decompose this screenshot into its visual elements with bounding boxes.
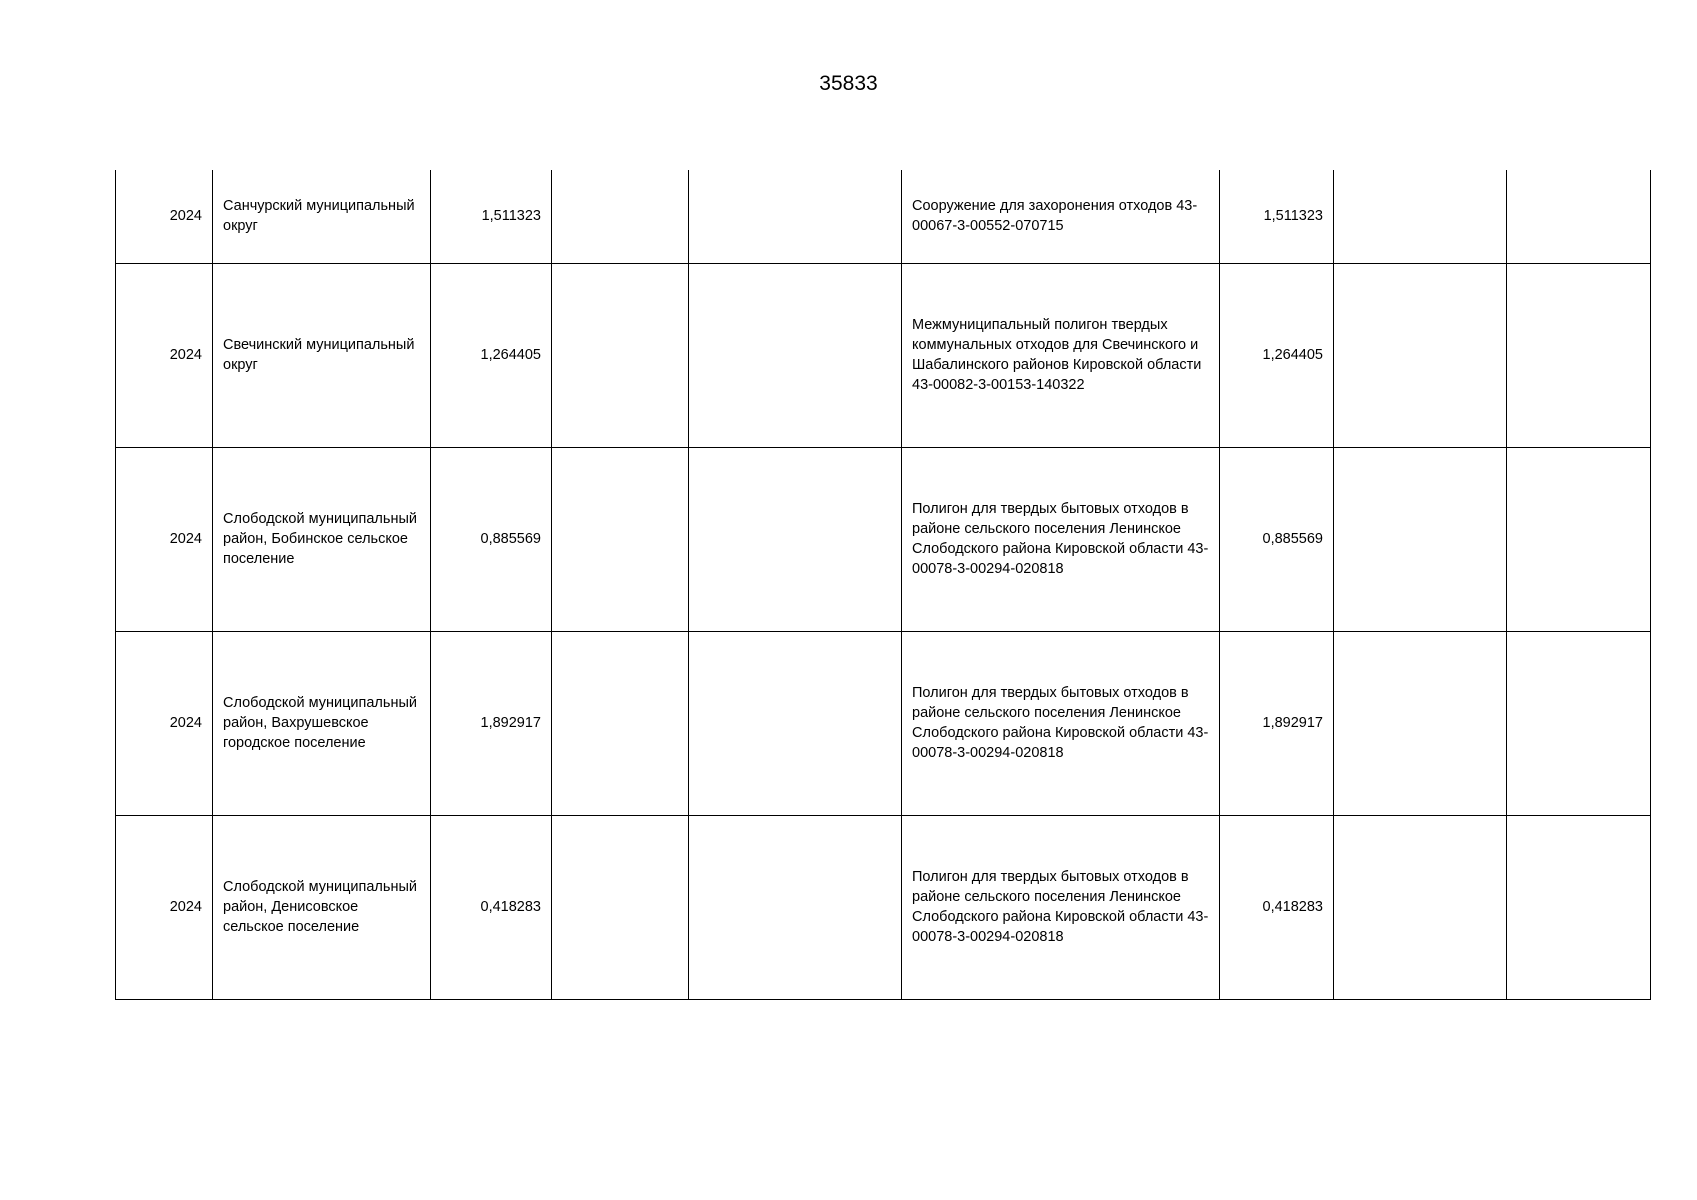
municipality-cell: Санчурский муниципальный округ — [213, 170, 431, 263]
facility-mass-cell: 0,885569 — [1220, 447, 1334, 631]
facility-cell: Полигон для твердых бытовых отходов в районе сельского поселения Ленинское Слободского района Кировской области 43-00078-3-00294-020818 — [902, 815, 1220, 999]
facility-cell: Полигон для твердых бытовых отходов в районе сельского поселения Ленинское Слободского района Кировской области 43-00078-3-00294-020818 — [902, 631, 1220, 815]
empty-cell — [1507, 631, 1651, 815]
mass-cell: 0,418283 — [431, 815, 552, 999]
empty-cell — [552, 447, 689, 631]
facility-mass-cell: 1,892917 — [1220, 631, 1334, 815]
table-row — [116, 170, 1651, 263]
year-cell: 2024 — [116, 263, 213, 447]
empty-cell — [689, 815, 902, 999]
year-cell: 2024 — [116, 447, 213, 631]
empty-cell — [552, 263, 689, 447]
year-cell: 2024 — [116, 815, 213, 999]
empty-cell — [1334, 170, 1507, 263]
empty-cell — [552, 170, 689, 263]
table-row — [116, 631, 1651, 815]
empty-cell — [552, 631, 689, 815]
empty-cell — [1507, 447, 1651, 631]
empty-cell — [1507, 815, 1651, 999]
empty-cell — [1334, 815, 1507, 999]
empty-cell — [1507, 263, 1651, 447]
municipality-cell: Свечинский муниципальный округ — [213, 263, 431, 447]
facility-mass-cell: 0,418283 — [1220, 815, 1334, 999]
year-cell: 2024 — [116, 631, 213, 815]
empty-cell — [689, 447, 902, 631]
empty-cell — [1334, 263, 1507, 447]
mass-cell: 1,264405 — [431, 263, 552, 447]
mass-cell: 0,885569 — [431, 447, 552, 631]
empty-cell — [689, 631, 902, 815]
municipality-cell: Слободской муниципальный район, Денисовское сельское поселение — [213, 815, 431, 999]
page-number: 35833 — [819, 72, 878, 95]
table-row — [116, 815, 1651, 999]
mass-cell: 1,511323 — [431, 170, 552, 263]
facility-cell: Межмуниципальный полигон твердых коммунальных отходов для Свечинского и Шабалинского районов Кировской области 43-00082-3-00153-140322 — [902, 263, 1220, 447]
facility-cell: Сооружение для захоронения отходов 43-00067-3-00552-070715 — [902, 170, 1220, 263]
empty-cell — [1334, 447, 1507, 631]
waste-table — [115, 170, 1651, 1000]
empty-cell — [1334, 631, 1507, 815]
table-row — [116, 263, 1651, 447]
facility-mass-cell: 1,264405 — [1220, 263, 1334, 447]
facility-cell: Полигон для твердых бытовых отходов в районе сельского поселения Ленинское Слободского района Кировской области 43-00078-3-00294-020818 — [902, 447, 1220, 631]
empty-cell — [552, 815, 689, 999]
empty-cell — [689, 263, 902, 447]
table-row — [116, 447, 1651, 631]
municipality-cell: Слободской муниципальный район, Вахрушевское городское поселение — [213, 631, 431, 815]
facility-mass-cell: 1,511323 — [1220, 170, 1334, 263]
empty-cell — [1507, 170, 1651, 263]
year-cell: 2024 — [116, 170, 213, 263]
mass-cell: 1,892917 — [431, 631, 552, 815]
empty-cell — [689, 170, 902, 263]
municipality-cell: Слободской муниципальный район, Бобинское сельское поселение — [213, 447, 431, 631]
